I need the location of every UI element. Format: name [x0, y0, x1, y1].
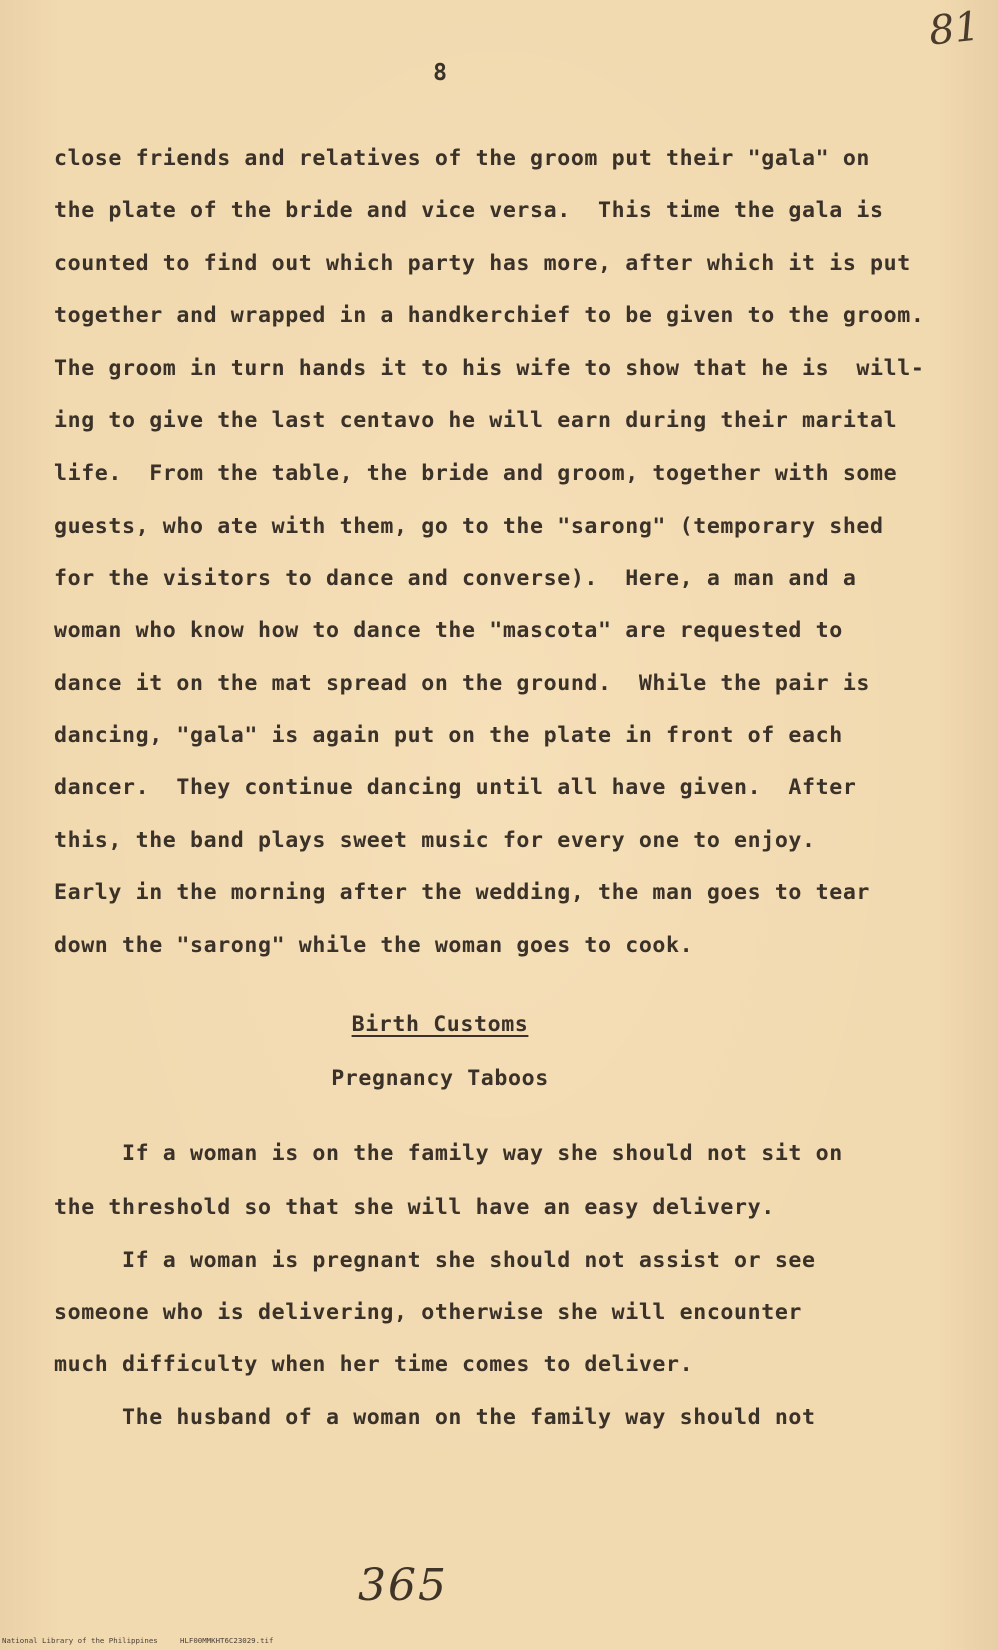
section-heading — [0, 1012, 880, 1037]
page-number: 8 — [433, 60, 447, 86]
text-line: guests, who ate with them, go to the "sarong" (temporary shed — [54, 514, 884, 539]
text-line: counted to find out which party has more, after which it is put — [54, 251, 911, 276]
text-line: Early in the morning after the wedding, the man goes to tear — [54, 880, 871, 905]
text-line: The groom in turn hands it to his wife to show that he is will- — [54, 356, 925, 381]
text-line: dancer. They continue dancing until all have given. After — [54, 775, 857, 800]
subsection-heading: Pregnancy Taboos — [331, 1066, 549, 1091]
section-heading-text: Birth Customs — [351, 1012, 529, 1037]
text-line: If a woman is on the family way she should not sit on — [54, 1141, 843, 1166]
text-line: together and wrapped in a handkerchief to be given to the groom. — [54, 303, 925, 328]
archive-footer: National Library of the Philippines HLF00MMKHT6C23029.tif — [2, 1636, 274, 1645]
text-line: the threshold so that she will have an easy delivery. — [54, 1195, 775, 1220]
text-line: down the "sarong" while the woman goes to cook. — [54, 933, 694, 958]
text-line: someone who is delivering, otherwise she will encounter — [54, 1300, 803, 1325]
text-line: life. From the table, the bride and groom, together with some — [54, 461, 898, 486]
text-line: If a woman is pregnant she should not assist or see — [54, 1248, 816, 1273]
handwritten-page-number: 365 — [358, 1560, 448, 1611]
text-line: woman who know how to dance the "mascota" are requested to — [54, 618, 843, 643]
text-line: close friends and relatives of the groom put their "gala" on — [54, 146, 871, 171]
handwritten-folio-number: 81 — [926, 3, 983, 55]
text-line: The husband of a woman on the family way should not — [54, 1405, 816, 1430]
text-line: much difficulty when her time comes to deliver. — [54, 1352, 694, 1377]
text-line: dancing, "gala" is again put on the plate in front of each — [54, 723, 843, 748]
text-line: ing to give the last centavo he will earn during their marital — [54, 408, 898, 433]
text-line: dance it on the mat spread on the ground. While the pair is — [54, 671, 871, 696]
text-line: for the visitors to dance and converse). Here, a man and a — [54, 566, 857, 591]
text-line: the plate of the bride and vice versa. This time the gala is — [54, 198, 884, 223]
text-line: this, the band plays sweet music for every one to enjoy. — [54, 828, 816, 853]
